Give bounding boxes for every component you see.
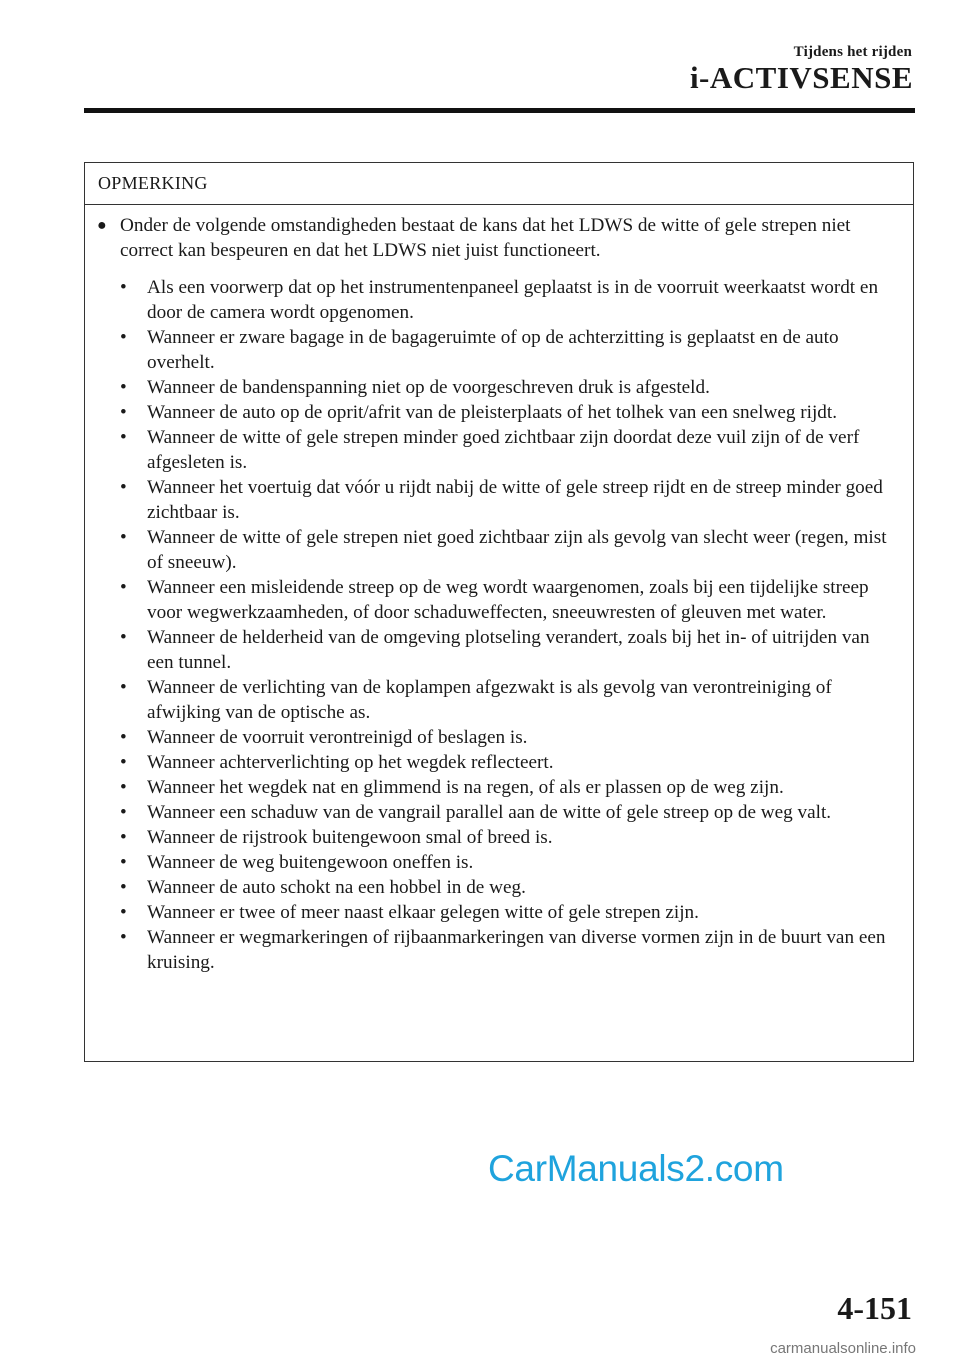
bullet-icon: • [120,727,127,748]
list-item-text: Wanneer er wegmarkeringen of rijbaanmarkeringen van diverse vormen zijn in de buurt van een kruising. [147,927,886,973]
note-heading: OPMERKING [98,173,208,193]
bullet-icon: • [120,477,127,498]
condition-list [113,275,899,975]
bullet-icon: • [120,402,127,423]
section-label: Tijdens het rijden [793,44,912,60]
list-item [113,775,899,800]
note-main-item [97,213,897,263]
note-main-text: Onder de volgende omstandigheden bestaat de kans dat het LDWS de witte of gele strepen niet correct kan bespeuren en dat het LDWS niet juist functioneert. [120,215,851,261]
list-item-text: Wanneer de bandenspanning niet op de voorgeschreven druk is afgesteld. [147,377,710,398]
bullet-icon: • [120,527,127,548]
chapter-title: i-ACTIVSENSE [689,60,913,95]
list-item-text: Wanneer het wegdek nat en glimmend is na regen, of als er plassen op de weg zijn. [147,777,784,798]
watermark: CarManuals2.com [488,1148,784,1189]
list-item [113,375,899,400]
list-item [113,800,899,825]
header-rule [84,108,915,113]
list-item-text: Wanneer achterverlichting op het wegdek reflecteert. [147,752,554,773]
bullet-icon: • [120,377,127,398]
bullet-icon: • [120,752,127,773]
list-item [113,475,899,525]
list-item [113,675,899,725]
list-item [113,875,899,900]
page-number: 4-151 [837,1290,912,1326]
bullet-icon: • [120,852,127,873]
list-item-text: Wanneer de verlichting van de koplampen afgezwakt is als gevolg van verontreiniging of afwijking van de optische as. [147,677,832,723]
bullet-icon: • [120,777,127,798]
bullet-icon: ● [97,217,107,234]
footer-watermark: carmanualsonline.info [770,1340,916,1357]
bullet-icon: • [120,877,127,898]
list-item-text: Als een voorwerp dat op het instrumentenpaneel geplaatst is in de voorruit weerkaatst wordt en door de camera wordt opgenomen. [147,277,879,323]
bullet-icon: • [120,677,127,698]
list-item [113,325,899,375]
list-item-text: Wanneer een schaduw van de vangrail parallel aan de witte of gele streep op de weg valt. [147,802,832,823]
note-divider [85,204,913,205]
list-item-text: Wanneer de voorruit verontreinigd of beslagen is. [147,727,528,748]
note-box [84,162,914,1062]
list-item [113,525,899,575]
bullet-icon: • [120,277,127,298]
list-item [113,825,899,850]
bullet-icon: • [120,902,127,923]
list-item [113,575,899,625]
list-item [113,275,899,325]
list-item-text: Wanneer de auto op de oprit/afrit van de pleisterplaats of het tolhek van een snelweg rijdt. [147,402,838,423]
list-item [113,925,899,975]
list-item-text: Wanneer het voertuig dat vóór u rijdt nabij de witte of gele streep rijdt en de streep minder goed zichtbaar is. [147,477,883,523]
list-item-text: Wanneer de witte of gele strepen niet goed zichtbaar zijn als gevolg van slecht weer (regen, mist of sneeuw). [147,527,887,573]
list-item-text: Wanneer de helderheid van de omgeving plotseling verandert, zoals bij het in- of uitrijden van een tunnel. [147,627,870,673]
list-item [113,900,899,925]
list-item-text: Wanneer de witte of gele strepen minder goed zichtbaar zijn doordat deze vuil zijn of de verf afgesleten is. [147,427,860,473]
list-item [113,725,899,750]
list-item [113,850,899,875]
list-item [113,400,899,425]
list-item-text: Wanneer de auto schokt na een hobbel in de weg. [147,877,526,898]
bullet-icon: • [120,327,127,348]
list-item-text: Wanneer een misleidende streep op de weg wordt waargenomen, zoals bij een tijdelijke streep voor wegwerkzaamheden, of door schaduweffecten, sneeuwresten of gleuven met water. [147,577,869,623]
list-item [113,750,899,775]
list-item-text: Wanneer de weg buitengewoon oneffen is. [147,852,474,873]
list-item [113,625,899,675]
bullet-icon: • [120,927,127,948]
list-item-text: Wanneer de rijstrook buitengewoon smal of breed is. [147,827,553,848]
bullet-icon: • [120,427,127,448]
list-item-text: Wanneer er twee of meer naast elkaar gelegen witte of gele strepen zijn. [147,902,699,923]
bullet-icon: • [120,627,127,648]
bullet-icon: • [120,827,127,848]
list-item [113,425,899,475]
bullet-icon: • [120,577,127,598]
bullet-icon: • [120,802,127,823]
list-item-text: Wanneer er zware bagage in de bagageruimte of op de achterzitting is geplaatst en de auto overhelt. [147,327,839,373]
